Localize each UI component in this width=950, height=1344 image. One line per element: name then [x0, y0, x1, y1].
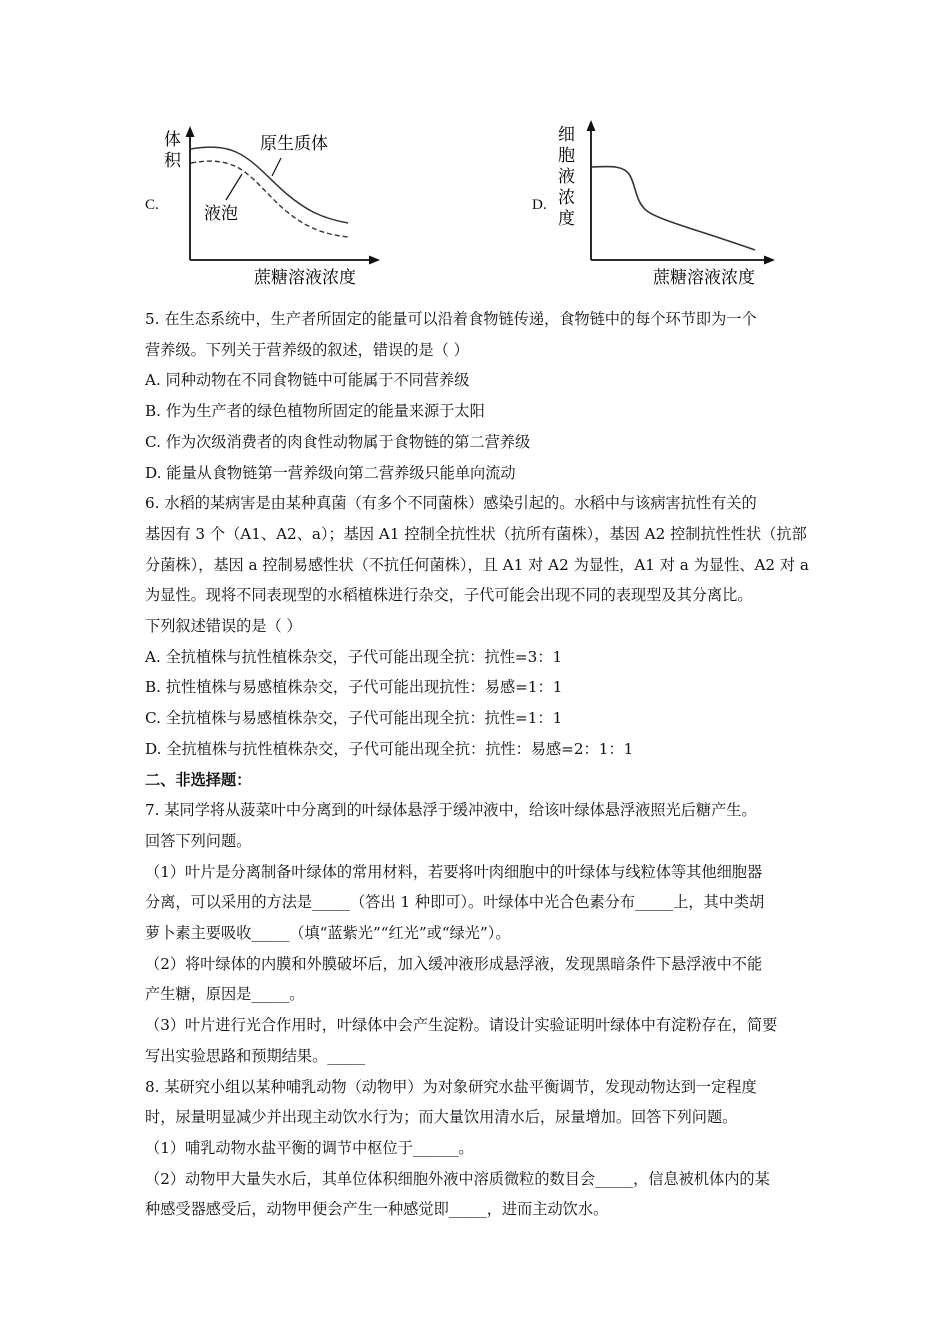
- text-line: 6. 水稻的某病害是由某种真菌（有多个不同菌株）感染引起的。水稻中与该病害抗性有关的: [145, 494, 757, 513]
- text-line: 营养级。下列关于营养级的叙述，错误的是（ ）: [145, 340, 469, 359]
- text-line: 时，尿量明显减少并出现主动饮水行为；而大量饮用清水后，尿量增加。回答下列问题。: [145, 1108, 738, 1127]
- text-line: 7. 某同学将从菠菜叶中分离到的叶绿体悬浮于缓冲液中，给该叶绿体悬浮液照光后糖产生。: [145, 801, 757, 820]
- figure-d-x-arrow: [764, 256, 775, 265]
- option-c-label: C.: [145, 197, 159, 213]
- figure-d-concentration-curve: [592, 167, 755, 250]
- figure-c-vacuole-pointer: [226, 174, 242, 200]
- figure-c-y-label-2: 积: [164, 151, 181, 171]
- text-line: D. 全抗植株与抗性植株杂交，子代可能出现全抗：抗性：易感=2：1：1: [145, 739, 634, 758]
- figure-d-y-label-1: 细: [558, 125, 575, 145]
- text-line: （2）将叶绿体的内膜和外膜破坏后，加入缓冲液形成悬浮液，发现黑暗条件下悬浮液中不能: [145, 954, 763, 973]
- text-line: 分离，可以采用的方法是_____（答出 1 种即可）。叶绿体中光合色素分布_____上，其中类胡: [145, 893, 765, 912]
- figure-c-y-arrow: [186, 126, 195, 137]
- figure-c-protoplast-pointer: [272, 158, 281, 176]
- question-text: [145, 304, 813, 1225]
- text-line: 为显性。现将不同表现型的水稻植株进行杂交，子代可能会出现不同的表现型及其分离比。: [145, 586, 753, 605]
- figure-c-volume-graph: [160, 120, 390, 292]
- text-line: （1）叶片是分离制备叶绿体的常用材料，若要将叶肉细胞中的叶绿体与线粒体等其他细胞器: [145, 862, 763, 881]
- text-line: 下列叙述错误的是（ ）: [145, 617, 302, 636]
- text-line: D. 能量从食物链第一营养级向第二营养级只能单向流动: [145, 463, 516, 482]
- option-d-label: D.: [532, 197, 547, 213]
- text-line: 基因有 3 个（A1、A2、a）；基因 A1 控制全抗性状（抗所有菌株），基因 A2 控制抗性性状（抗部: [145, 524, 807, 543]
- text-line: B. 抗性植株与易感植株杂交，子代可能出现抗性：易感=1：1: [145, 678, 563, 697]
- figure-d-y-label-2: 胞: [558, 146, 575, 166]
- figure-c-y-label-1: 体: [164, 130, 181, 150]
- text-line: 分菌株），基因 a 控制易感性状（不抗任何菌株），且 A1 对 A2 为显性，A1 对 a 为显性、A2 对 a: [145, 555, 809, 574]
- text-line: C. 作为次级消费者的肉食性动物属于食物链的第二营养级: [145, 432, 531, 451]
- text-line: 写出实验思路和预期结果。_____: [145, 1046, 366, 1065]
- text-line: （1）哺乳动物水盐平衡的调节中枢位于______。: [145, 1138, 474, 1157]
- figure-d-y-arrow: [587, 120, 596, 131]
- figure-c-vacuole-label: 液泡: [204, 204, 238, 224]
- text-line: （2）动物甲大量失水后，其单位体积细胞外液中溶质微粒的数目会_____，信息被机体内的某: [145, 1169, 770, 1188]
- figure-c-x-arrow: [369, 256, 380, 265]
- text-line: 种感受器感受后，动物甲便会产生一种感觉即_____，进而主动饮水。: [145, 1200, 609, 1219]
- figure-d-y-label-4: 浓: [558, 188, 575, 208]
- figure-d-y-label-3: 液: [558, 167, 575, 187]
- text-line: 8. 某研究小组以某种哺乳动物（动物甲）为对象研究水盐平衡调节，发现动物达到一定程度: [145, 1077, 757, 1096]
- text-line: 产生糖，原因是_____。: [145, 985, 305, 1004]
- text-line: 回答下列问题。: [145, 831, 252, 850]
- text-line: 萝卜素主要吸收_____（填“蓝紫光”“红光”或“绿光”）。: [145, 924, 511, 943]
- figure-c-vacuole-curve: [191, 161, 348, 237]
- text-line: （3）叶片进行光合作用时，叶绿体中会产生淀粉。请设计实验证明叶绿体中有淀粉存在，简要: [145, 1016, 778, 1035]
- text-line: B. 作为生产者的绿色植物所固定的能量来源于太阳: [145, 402, 485, 421]
- figure-d-y-label-5: 度: [558, 209, 575, 229]
- figure-c-x-label: 蔗糖溶液浓度: [254, 268, 356, 288]
- figure-d-concentration-graph: [555, 112, 785, 292]
- section-heading: 二、非选择题：: [145, 770, 252, 789]
- text-line: A. 全抗植株与抗性植株杂交，子代可能出现全抗：抗性=3：1: [145, 647, 563, 666]
- figure-c-protoplast-label: 原生质体: [260, 134, 328, 154]
- text-line: C. 全抗植株与易感植株杂交，子代可能出现全抗：抗性=1：1: [145, 709, 563, 728]
- text-line: 5. 在生态系统中，生产者所固定的能量可以沿着食物链传递，食物链中的每个环节即为一个: [145, 310, 757, 328]
- figure-d-x-label: 蔗糖溶液浓度: [653, 268, 755, 288]
- text-line: A. 同种动物在不同食物链中可能属于不同营养级: [145, 371, 470, 390]
